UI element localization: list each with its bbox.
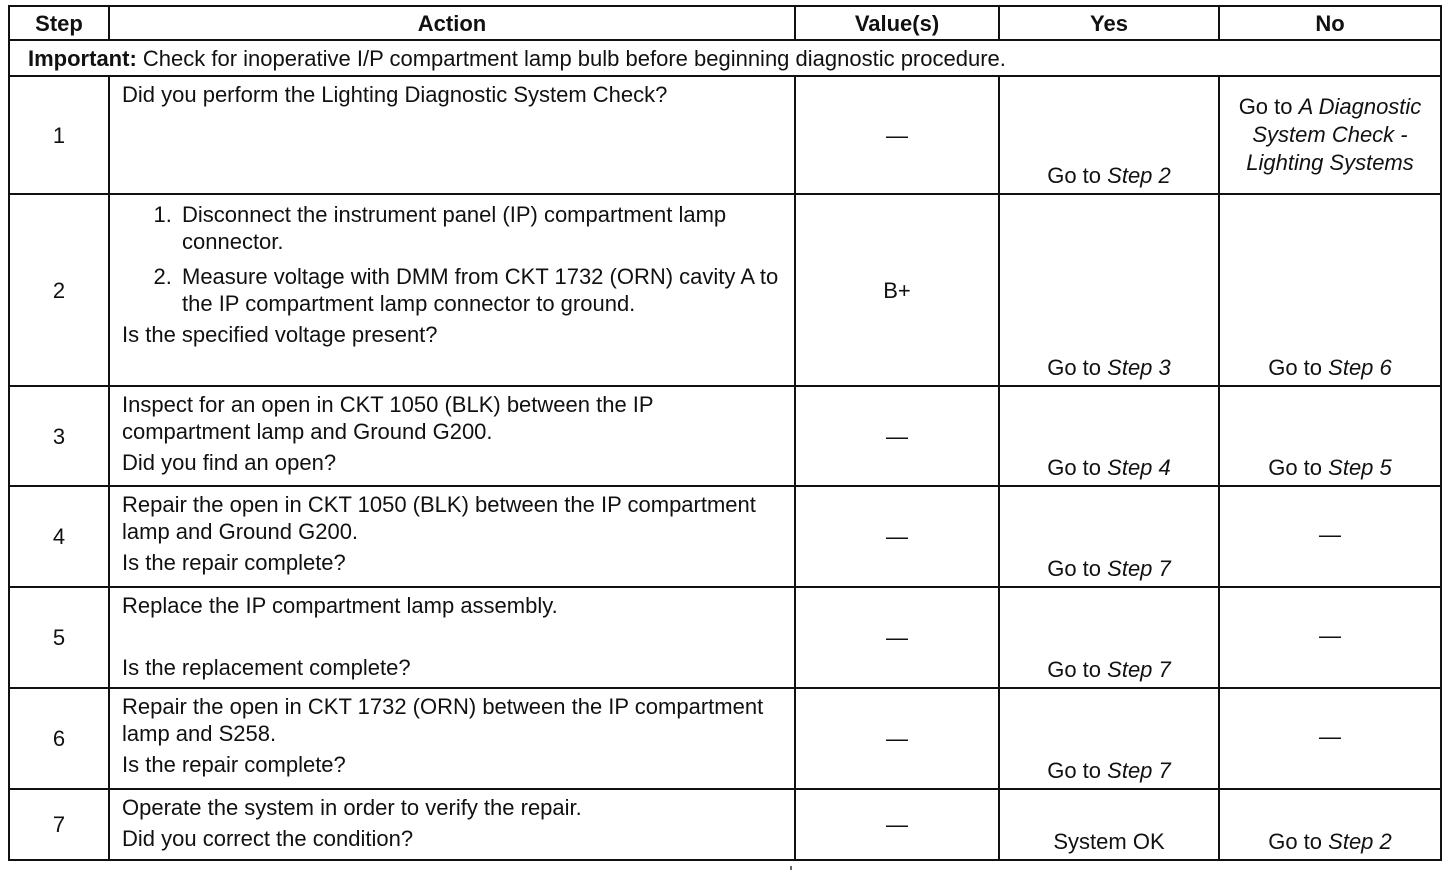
list-item: 2. Measure voltage with DMM from CKT 1732 (ORN) cavity A to the IP compartment lamp connector to ground. xyxy=(178,263,784,317)
no-prefix: Go to xyxy=(1268,455,1323,480)
value-cell: B+ xyxy=(795,194,999,386)
step-number: 2 xyxy=(9,194,109,386)
no-cell: — xyxy=(1219,587,1441,688)
value-cell: — xyxy=(795,76,999,194)
value-cell: — xyxy=(795,587,999,688)
action-question: Did you perform the Lighting Diagnostic System Check? xyxy=(122,82,668,107)
action-steps-list xyxy=(122,201,784,317)
no-cell xyxy=(1219,76,1441,194)
action-text: Repair the open in CKT 1050 (BLK) between the IP compartment lamp and Ground G200. xyxy=(122,492,756,544)
important-text: Check for inoperative I/P compartment lamp bulb before beginning diagnostic procedure. xyxy=(142,45,1006,71)
action-cell xyxy=(109,386,795,486)
action-cell xyxy=(109,587,795,688)
table-row xyxy=(9,386,1441,486)
yes-cell xyxy=(999,386,1219,486)
header-row xyxy=(9,6,1441,40)
no-cell: — xyxy=(1219,486,1441,587)
table-row xyxy=(9,587,1441,688)
action-text: Operate the system in order to verify the repair. xyxy=(122,795,582,820)
yes-link[interactable]: Step 7 xyxy=(1107,556,1171,581)
value-cell: — xyxy=(795,789,999,860)
step-number: 4 xyxy=(9,486,109,587)
yes-link[interactable]: Step 3 xyxy=(1107,355,1171,380)
action-question: Is the replacement complete? xyxy=(122,655,411,680)
yes-link[interactable]: Step 4 xyxy=(1107,455,1171,480)
header-no: No xyxy=(1219,6,1441,40)
step-number: 5 xyxy=(9,587,109,688)
action-text: Repair the open in CKT 1732 (ORN) between the IP compartment lamp and S258. xyxy=(122,694,764,746)
table-row xyxy=(9,76,1441,194)
yes-cell xyxy=(999,76,1219,194)
no-link[interactable]: Step 2 xyxy=(1328,829,1392,854)
action-cell xyxy=(109,486,795,587)
action-cell xyxy=(109,789,795,860)
yes-link[interactable]: Step 2 xyxy=(1107,163,1171,188)
yes-link[interactable]: Step 7 xyxy=(1107,758,1171,783)
action-cell xyxy=(109,76,795,194)
yes-prefix: Go to xyxy=(1047,455,1102,480)
yes-cell xyxy=(999,486,1219,587)
action-text: Inspect for an open in CKT 1050 (BLK) between the IP compartment lamp and Ground G200. xyxy=(122,392,654,444)
table-row xyxy=(9,194,1441,386)
no-cell xyxy=(1219,789,1441,860)
list-item: 1. Disconnect the instrument panel (IP) compartment lamp connector. xyxy=(178,201,784,255)
important-label: Important: xyxy=(28,45,137,71)
yes-cell: System OK xyxy=(999,789,1219,860)
header-step: Step xyxy=(9,6,109,40)
table-row xyxy=(9,486,1441,587)
scan-mark xyxy=(790,866,792,870)
yes-prefix: Go to xyxy=(1047,556,1102,581)
action-question: Did you find an open? xyxy=(122,450,337,475)
no-cell xyxy=(1219,386,1441,486)
action-text: Replace the IP compartment lamp assembly. xyxy=(122,593,558,618)
yes-prefix: Go to xyxy=(1047,355,1102,380)
yes-prefix: Go to xyxy=(1047,657,1102,682)
header-yes: Yes xyxy=(999,6,1219,40)
no-prefix: Go to xyxy=(1238,94,1293,119)
table-row xyxy=(9,789,1441,860)
step-number: 1 xyxy=(9,76,109,194)
value-cell: — xyxy=(795,486,999,587)
action-question: Is the repair complete? xyxy=(122,550,346,575)
no-prefix: Go to xyxy=(1268,355,1323,380)
no-cell: — xyxy=(1219,688,1441,789)
action-question: Is the specified voltage present? xyxy=(122,322,438,347)
step-number: 7 xyxy=(9,789,109,860)
step-number: 6 xyxy=(9,688,109,789)
header-values: Value(s) xyxy=(795,6,999,40)
header-action: Action xyxy=(109,6,795,40)
step-number: 3 xyxy=(9,386,109,486)
action-question: Did you correct the condition? xyxy=(122,826,414,851)
important-note xyxy=(9,40,1441,76)
value-cell: — xyxy=(795,386,999,486)
important-row xyxy=(9,40,1441,76)
no-link[interactable]: Step 6 xyxy=(1328,355,1392,380)
no-link[interactable]: A Diagnostic System Check - Lighting Systems xyxy=(1246,94,1422,175)
yes-link[interactable]: Step 7 xyxy=(1107,657,1171,682)
yes-prefix: Go to xyxy=(1047,758,1102,783)
no-cell xyxy=(1219,194,1441,386)
no-prefix: Go to xyxy=(1268,829,1323,854)
no-link[interactable]: Step 5 xyxy=(1328,455,1392,480)
action-cell xyxy=(109,688,795,789)
yes-cell xyxy=(999,688,1219,789)
table-row xyxy=(9,688,1441,789)
action-question: Is the repair complete? xyxy=(122,752,346,777)
action-cell xyxy=(109,194,795,386)
yes-prefix: Go to xyxy=(1047,163,1102,188)
yes-cell xyxy=(999,194,1219,386)
diagnostic-table xyxy=(8,5,1442,861)
yes-cell xyxy=(999,587,1219,688)
value-cell: — xyxy=(795,688,999,789)
